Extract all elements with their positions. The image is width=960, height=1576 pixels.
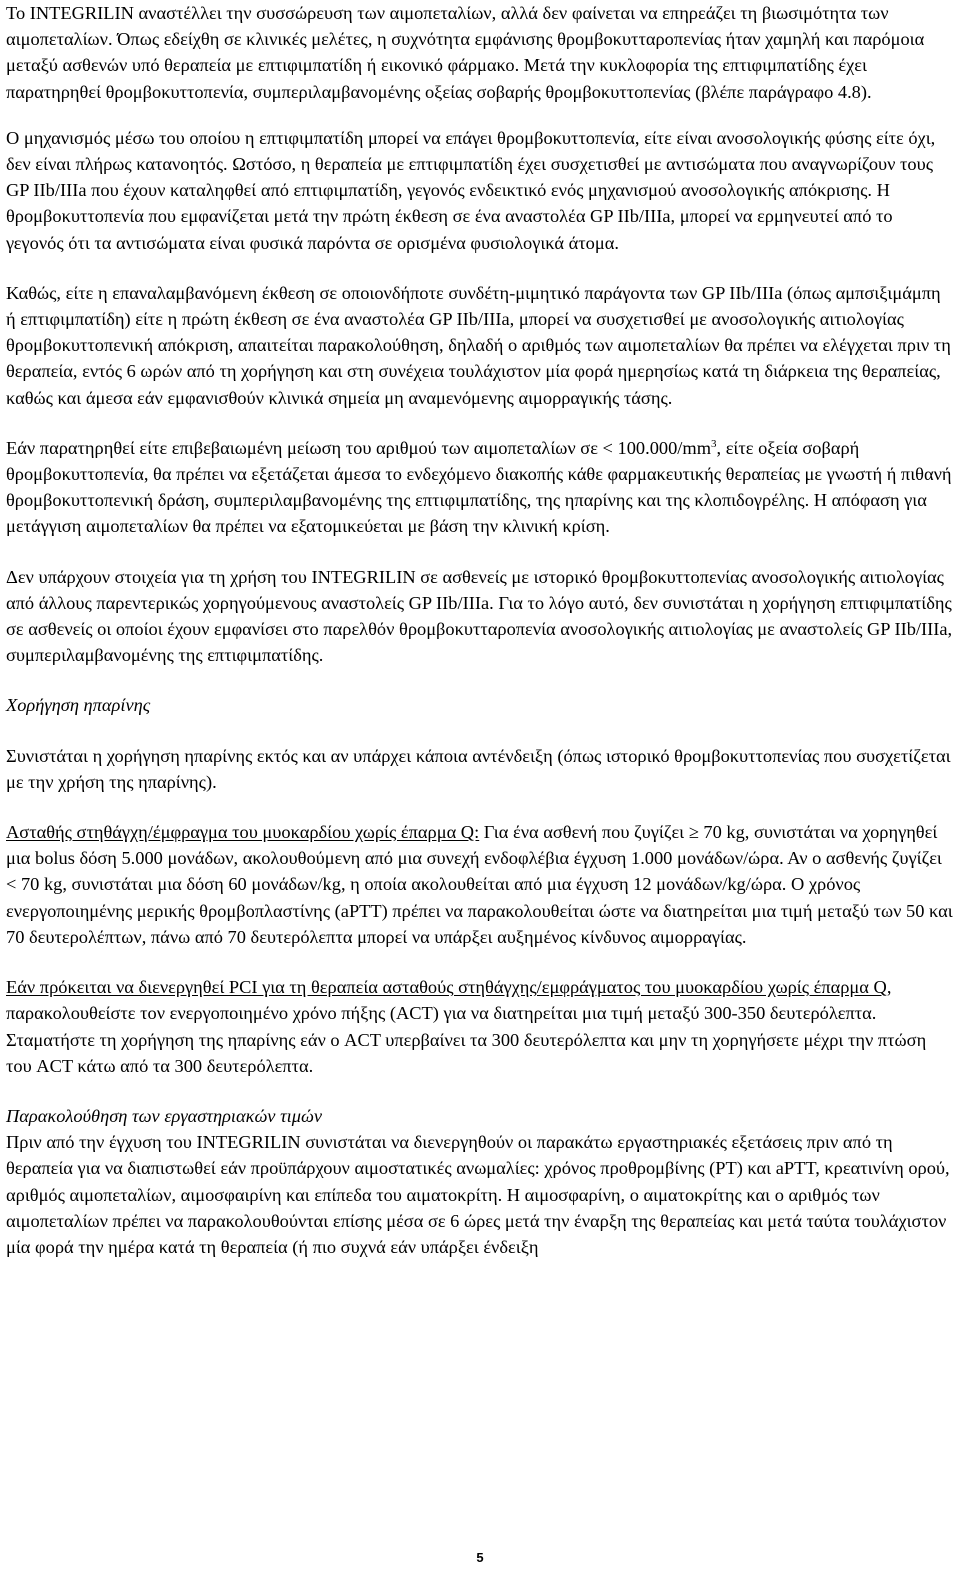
document-page — [6, 0, 954, 1260]
paragraph-thrombocytopenia-mechanism: Ο μηχανισμός μέσω του οποίου η επτιφιμπατίδη μπορεί να επάγει θρομβοκυττοπενία, είτε είναι ανοσολογικής φύσης είτε όχι, δεν είναι πλήρως κατανοητός. Ωστόσο, η θεραπεία με επτιφιμπατίδη έχει συσχετισθεί με αντισώματα που αναγνωρίζουν τους GP IIb/IIIa που έχουν καταληφθεί από επτιφιμπατίδη, γεγονός ενδεικτικό ενός μηχανισμού ανοσολογικής απόκρισης. Η θρομβοκυττοπενία που εμφανίζεται μετά την πρώτη έκθεση σε ένα αναστολέα GP IIb/IIIa, μπορεί να ερμηνευτεί από το γεγονός ότι τα αντισώματα είναι φυσικά παρόντα σε ορισμένα φυσιολογικά άτομα. — [6, 127, 936, 253]
superscript-exponent: 3 — [711, 437, 717, 450]
underlined-heading-pci: Εάν πρόκειται να διενεργηθεί PCI για τη θεραπεία ασταθούς στηθάγχης/εμφράγματος του μυοκαρδίου χωρίς έπαρμα Q — [6, 977, 887, 998]
paragraph-monitoring: Καθώς, είτε η επαναλαμβανόμενη έκθεση σε οποιονδήποτε συνδέτη-μιμητικό παράγοντα των GP IIb/IIIa (όπως αμπσιξιμάμπη ή επτιφιμπατίδη) είτε η πρώτη έκθεση σε ένα αναστολέα GP IIb/IIIa, μπορεί να συσχετισθεί με ανοσολογικής αιτιολογίας θρομβοκυττοπενική απόκριση, απαιτείται παρακολούθηση, δηλαδή ο αριθμός των αιμοπεταλίων θα πρέπει να ελέγχεται πριν τη θεραπεία, εντός 6 ωρών από τη χορήγηση και στη συνέχεια τουλάχιστον μία φορά ημερησίως κατά τη διάρκεια της θεραπείας, καθώς και άμεσα εάν εμφανισθούν κλινικά σημεία μη αναμενόμενης αιμορραγικής τάσης. — [6, 282, 951, 408]
paragraph-no-data: Δεν υπάρχουν στοιχεία για τη χρήση του INTEGRILIN σε ασθενείς με ιστορικό θρομβοκυττοπενίας ανοσολογικής αιτιολογίας από άλλους παρεντερικώς χορηγούμενους αναστολείς GP IIb/IIIa. Για το λόγο αυτό, δεν συνιστάται η χορήγηση επτιφιμπατίδης σε ασθενείς οι οποίοι έχουν εμφανίσει στο παρελθόν θρομβοκυτταροπενία ανοσολογικής αιτιολογίας με αναστολείς GP IIb/IIIa, συμπεριλαμβανομένης της επτιφιμπατίδης. — [6, 566, 953, 666]
paragraph-heparin-recommendation: Συνιστάται η χορήγηση ηπαρίνης εκτός και αν υπάρχει κάποια αντένδειξη (όπως ιστορικό θρομβοκυττοπενίας που συσχετίζεται με την χρήση της ηπαρίνης). — [6, 745, 951, 792]
platelet-count-text: Εάν παρατηρηθεί είτε επιβεβαιωμένη μείωση του αριθμού των αιμοπεταλίων σε < 100.000/mm — [6, 437, 712, 458]
paragraph-platelet-count — [6, 435, 954, 540]
paragraph-platelet-aggregation: Το INTEGRILIN αναστέλλει την συσσώρευση των αιμοπεταλίων, αλλά δεν φαίνεται να επηρεάζει τη βιωσιμότητα των αιμοπεταλίων. Όπως εδείχθη σε κλινικές μελέτες, η συχνότητα εμφάνισης θρομβοκυτταροπενίας ήταν χαμηλή και παρόμοια μεταξύ ασθενών υπό θεραπεία με επτιφιμπατίδη ή εικονικό φάρμακο. Μετά την κυκλοφορία της επτιφιμπατίδης έχει παρατηρηθεί θρομβοκυττοπενία, συμπεριλαμβανομένης οξείας σοβαρής θρομβοκυττοπενίας (βλέπε παράγραφο 4.8). — [6, 3, 925, 102]
paragraph-laboratory-tests: Πριν από την έγχυση του INTEGRILIN συνιστάται να διενεργηθούν οι παρακάτω εργαστηριακές εξετάσεις πριν από τη θεραπεία για να διαπιστωθεί εάν προϋπάρχουν αιμοστατικές ανωμαλίες: χρόνος προθρομβίνης (PT) και aPTT, κρεατινίνη ορού, αριθμός αιμοπεταλίων, αιμοσφαιρίνη και επίπεδα του αιματοκρίτη. Η αιμοσφαρίνη, ο αιματοκρίτης και ο αριθμός των αιμοπεταλίων πρέπει να παρακολουθούνται επίσης μέσα σε 6 ώρες μετά την έναρξη της θεραπείας και μετά ταύτα τουλάχιστον μία φορά την ημέρα κατά τη θεραπεία (ή πιο συχνά εάν υπάρξει ένδειξη — [6, 1132, 950, 1257]
pci-text: , παρακολουθείστε τον ενεργοποιημένο χρόνο πήξης (ACT) για να διατηρείται μια τιμή μεταξύ 300-350 δευτερόλεπτα. Σταματήστε τη χορήγηση της ηπαρίνης εάν ο ACT υπερβαίνει τα 300 δευτερόλεπτα και μην τη χορηγήσετε μέχρι την πτώση του ACT κάτω από τα 300 δευτερόλεπτα. — [6, 977, 927, 1076]
heading-heparin-administration: Χορήγηση ηπαρίνης — [6, 695, 151, 716]
heading-laboratory-monitoring: Παρακολούθηση των εργαστηριακών τιμών — [6, 1105, 322, 1126]
paragraph-pci-monitoring — [6, 974, 954, 1079]
page-number: 5 — [476, 1550, 484, 1565]
platelet-count-text-continued: , είτε οξεία σοβαρή θρομβοκυττοπενία, θα πρέπει να εξετάζεται άμεσα το ενδεχόμενο διακοπής κάθε φαρμακευτικής θεραπείας με γνωστή ή πιθανή θρομβοκυττοπενική δράση, συμπεριλαμβανομένης της επτιφιμπατίδης, της ηπαρίνης και της κλοπιδογρέλης. Η απόφαση για μετάγγιση αιμοπεταλίων θα πρέπει να εξατομικεύεται με βάση την κλινική κρίση. — [6, 437, 952, 537]
underlined-heading-unstable-angina: Ασταθής στηθάγχη/έμφραγμα του μυοκαρδίου χωρίς έπαρμα Q: — [6, 822, 480, 843]
paragraph-unstable-angina-dosing — [6, 819, 954, 950]
unstable-angina-text: Για ένα ασθενή που ζυγίζει ≥ 70 kg, συνιστάται να χορηγηθεί μια bolus δόση 5.000 μονάδων, ακολουθούμενη από μια συνεχή ενδοφλέβια έγχυση 1.000 μονάδων/ώρα. Αν ο ασθενής ζυγίζει < 70 kg, συνιστάται μια δόση 60 μονάδων/kg, η οποία ακολουθείται από μια έγχυση 12 μονάδων/kg/ώρα. Ο χρόνος ενεργοποιημένης μερικής θρομβοπλαστίνης (aPTT) πρέπει να παρακολουθείται ώστε να διατηρείται μια τιμή μεταξύ των 50 και 70 δευτερολέπτων, πάνω από 70 δευτερόλεπτα μπορεί να υπάρξει αυξημένος κίνδυνος αιμορραγίας. — [6, 822, 953, 947]
